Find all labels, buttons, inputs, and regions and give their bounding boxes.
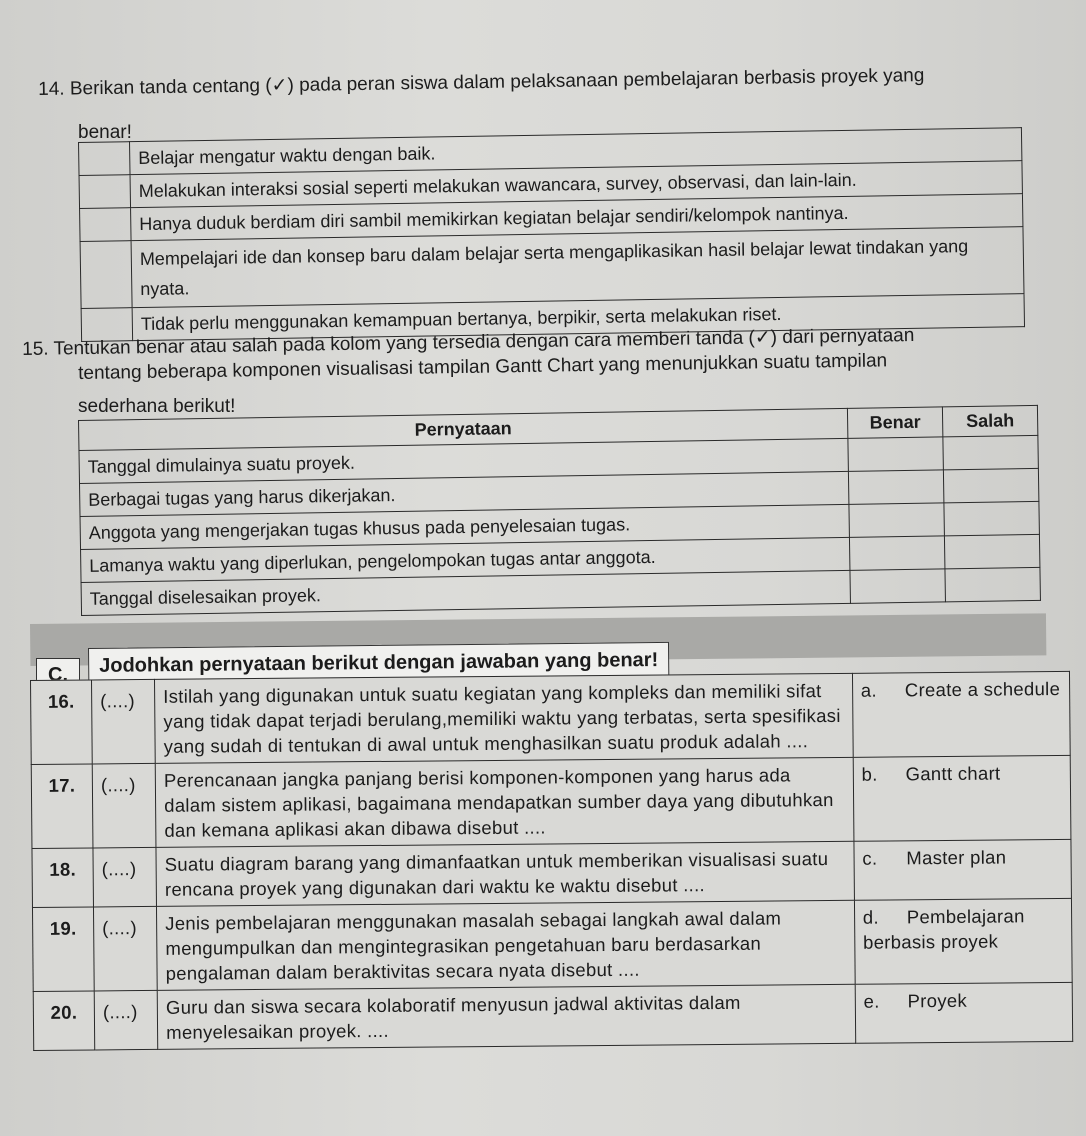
table-row — [31, 671, 1071, 764]
false-checkbox-cell[interactable] — [945, 567, 1041, 601]
statement-cell: Tidak perlu menggunakan kemampuan bertanya, berpikir, serta melakukan riset. — [132, 294, 1024, 341]
answer-blank[interactable]: (....) — [92, 763, 156, 848]
false-checkbox-cell[interactable] — [943, 435, 1039, 469]
answer-text: Gantt chart — [905, 762, 1001, 785]
false-checkbox-cell[interactable] — [943, 468, 1039, 502]
true-checkbox-cell[interactable] — [848, 437, 944, 471]
section-c-label: C. — [36, 658, 80, 692]
statement-cell: Tanggal dimulainya suatu proyek. — [79, 438, 848, 483]
true-checkbox-cell[interactable] — [849, 503, 945, 537]
checkbox-cell[interactable] — [80, 208, 132, 242]
answer-text: Pembelajaran berbasis proyek — [862, 905, 1025, 953]
item-statement: Jenis pembelajaran menggunakan masalah sebagai langkah awal dalam mengumpulkan dan mengintegrasikan pengetahuan baru berdasarkan pengalaman dalam beraktivitas secara nyata disebut .... — [157, 900, 855, 990]
checkbox-cell[interactable] — [79, 142, 131, 176]
q15-table — [78, 405, 1041, 616]
false-checkbox-cell[interactable] — [944, 534, 1040, 568]
q14-instruction: 14. Berikan tanda centang (✓) pada peran siswa dalam pelaksanaan pembelajaran berbasis proyek yang — [38, 65, 925, 100]
matching-table — [30, 671, 1073, 1051]
answer-text: Proyek — [907, 989, 968, 1012]
item-number: 20. — [33, 991, 95, 1051]
q15-instruction-end: sederhana berikut! — [78, 396, 236, 417]
header-true: Benar — [847, 407, 942, 438]
q15-instruction: 15. Tentukan benar atau salah pada kolom yang tersedia dengan cara memberi tanda (✓) dari pernyataan — [22, 324, 915, 360]
q14-table — [78, 127, 1025, 342]
answer-text: Create a schedule — [904, 678, 1061, 701]
answer-blank[interactable]: (....) — [93, 847, 157, 907]
answer-letter: e. — [863, 990, 880, 1012]
checkbox-cell[interactable] — [79, 175, 131, 209]
answer-letter: c. — [862, 847, 878, 869]
header-statement: Pernyataan — [79, 408, 848, 450]
answer-blank[interactable]: (....) — [94, 990, 158, 1050]
table-row — [33, 982, 1072, 1050]
answer-text: Master plan — [906, 846, 1007, 869]
q14-instruction-cont: benar! — [78, 122, 132, 143]
true-checkbox-cell[interactable] — [849, 536, 945, 570]
header-false: Salah — [942, 405, 1037, 436]
statement-cell: Berbagai tugas yang harus dikerjakan. — [79, 471, 848, 516]
table-row — [31, 755, 1071, 848]
item-statement: Perencanaan jangka panjang berisi komponen-komponen yang harus ada dalam sistem aplikasi, bagaimana mendapatkan sumber daya yang dibutuhkan dan kemana aplikasi akan dibawa disebut .... — [155, 757, 853, 847]
item-number: 19. — [32, 907, 94, 992]
answer-letter: d. — [862, 906, 879, 928]
true-checkbox-cell[interactable] — [848, 470, 944, 504]
statement-cell: Tanggal diselesaikan proyek. — [81, 570, 850, 615]
table-row — [32, 839, 1071, 907]
item-statement: Istilah yang digunakan untuk suatu kegiatan yang kompleks dan memiliki sifat yang tidak dapat terjadi berulang,memiliki waktu yang terbatas, serta spesifikasi yang sudah di tentukan di awal untuk menghasilkan suatu produk adalah .... — [155, 673, 853, 763]
item-number: 17. — [31, 764, 93, 849]
section-c-title: Jodohkan pernyataan berikut dengan jawaban yang benar! — [88, 642, 669, 688]
item-statement: Suatu diagram barang yang dimanfaatkan untuk memberikan visualisasi suatu rencana proyek yang digunakan dari waktu ke waktu disebut .... — [156, 841, 854, 906]
item-statement: Guru dan siswa secara kolaboratif menyusun jadwal aktivitas dalam menyelesaikan proyek. .... — [157, 984, 855, 1049]
statement-cell: Hanya duduk berdiam diri sambil memikirkan kegiatan belajar sendiri/kelompok nantinya. — [131, 194, 1023, 241]
item-number: 16. — [31, 680, 93, 765]
table-row — [32, 898, 1072, 991]
statement-cell: Mempelajari ide dan konsep baru dalam belajar serta mengaplikasikan hasil belajar lewat tindakan yang nyata. — [131, 227, 1024, 308]
statement-cell: Anggota yang mengerjakan tugas khusus pada penyelesaian tugas. — [80, 504, 849, 549]
answer-option — [854, 898, 1072, 984]
checkbox-cell[interactable] — [80, 241, 132, 309]
item-number: 18. — [32, 848, 94, 908]
false-checkbox-cell[interactable] — [944, 501, 1040, 535]
q15-instruction-cont: tentang beberapa komponen visualisasi tampilan Gantt Chart yang menunjukkan suatu tampilan — [78, 350, 888, 384]
statement-cell: Melakukan interaksi sosial seperti melakukan wawancara, survey, observasi, dan lain-lain. — [130, 161, 1022, 208]
statement-cell: Belajar mengatur waktu dengan baik. — [130, 128, 1022, 175]
answer-option — [854, 839, 1072, 900]
answer-option — [852, 671, 1070, 757]
answer-option — [853, 755, 1071, 841]
answer-letter: b. — [861, 763, 878, 785]
true-checkbox-cell[interactable] — [850, 569, 946, 603]
answer-blank[interactable]: (....) — [92, 679, 156, 764]
answer-blank[interactable]: (....) — [94, 906, 158, 991]
statement-cell: Lamanya waktu yang diperlukan, pengelompokan tugas antar anggota. — [81, 537, 850, 582]
answer-option — [855, 982, 1073, 1043]
answer-letter: a. — [860, 679, 877, 701]
